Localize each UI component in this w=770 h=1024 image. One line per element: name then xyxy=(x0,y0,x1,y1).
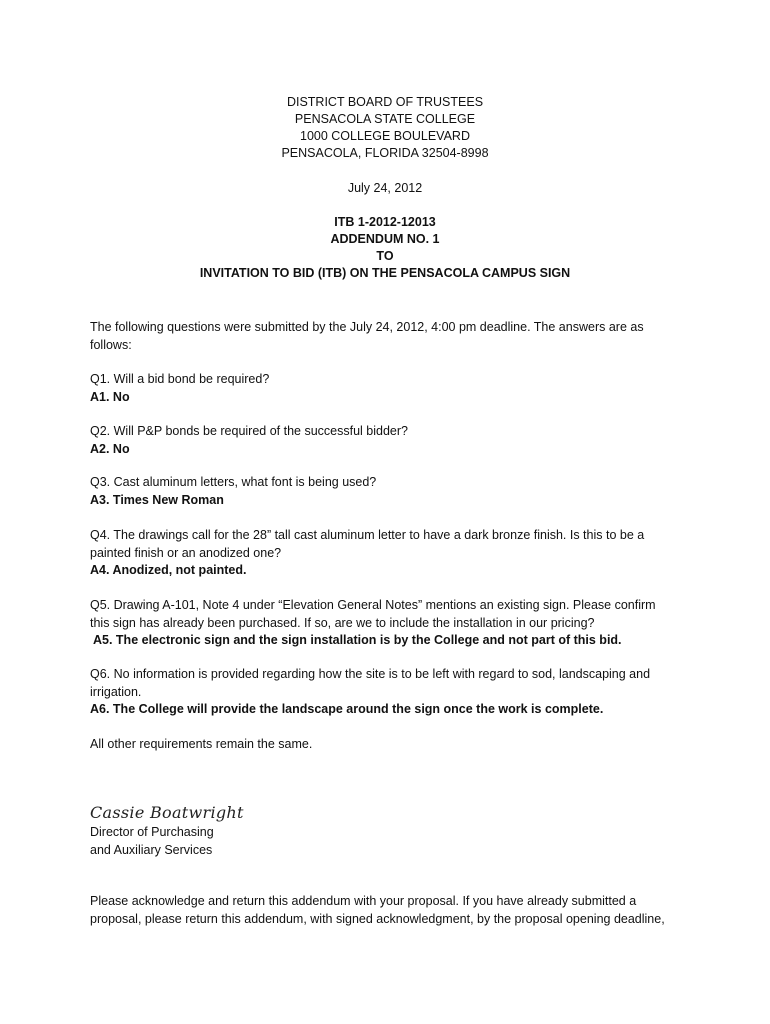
question-text: irrigation. xyxy=(90,684,142,699)
letterhead-line-board: DISTRICT BOARD OF TRUSTEES xyxy=(286,95,484,109)
qa-item-6 xyxy=(90,666,690,719)
qa-item-2 xyxy=(90,423,690,458)
question-text: painted finish or an anodized one? xyxy=(90,545,282,560)
question-text: Q1. Will a bid bond be required? xyxy=(90,372,270,386)
intro-line: The following questions were submitted by the July 24, 2012, 4:00 pm deadline. The answers are as xyxy=(90,320,644,334)
answer-text: A2. No xyxy=(90,441,130,456)
answer-text: A3. Times New Roman xyxy=(90,492,224,507)
answer-text: A6. The College will provide the landscape around the sign once the work is complete. xyxy=(90,702,604,716)
qa-item-3 xyxy=(90,474,690,509)
letterhead-line-city: PENSACOLA, FLORIDA 32504-8998 xyxy=(281,146,489,160)
acknowledgment-line: Please acknowledge and return this addendum with your proposal. If you have already submitted a xyxy=(90,894,637,908)
answer-text: A1. No xyxy=(90,389,130,404)
itb-number: ITB 1-2012-12013 xyxy=(334,215,436,229)
acknowledgment-paragraph xyxy=(90,893,690,928)
qa-item-5 xyxy=(90,597,690,650)
question-text: Q5. Drawing A-101, Note 4 under “Elevation General Notes” mentions an existing sign. Please confirm xyxy=(90,598,656,612)
question-text: Q4. The drawings call for the 28” tall cast aluminum letter to have a dark bronze finish. Is this to be a xyxy=(90,528,645,542)
qa-item-1 xyxy=(90,371,690,406)
letterhead xyxy=(0,94,770,162)
answer-text: A5. The electronic sign and the sign installation is by the College and not part of this bid. xyxy=(93,633,622,647)
intro-paragraph xyxy=(90,319,690,354)
itb-to: TO xyxy=(376,249,394,263)
intro-line: follows: xyxy=(90,337,132,352)
qa-item-4 xyxy=(90,527,690,580)
question-text: Q3. Cast aluminum letters, what font is being used? xyxy=(90,475,377,489)
question-text: this sign has already been purchased. If so, are we to include the installation in our pricing? xyxy=(90,615,595,630)
closing-statement xyxy=(90,736,690,754)
answer-text: A4. Anodized, not painted. xyxy=(90,563,247,577)
question-text: Q6. No information is provided regarding how the site is to be left with regard to sod, landscaping and xyxy=(90,667,651,681)
question-text: Q2. Will P&P bonds be required of the successful bidder? xyxy=(90,424,408,438)
signer-title-line: and Auxiliary Services xyxy=(90,842,213,857)
letterhead-line-college: PENSACOLA STATE COLLEGE xyxy=(294,112,476,126)
itb-title: INVITATION TO BID (ITB) ON THE PENSACOLA CAMPUS SIGN xyxy=(199,266,571,280)
itb-heading xyxy=(0,214,770,282)
acknowledgment-line: proposal, please return this addendum, with signed acknowledgment, by the proposal opening deadline, xyxy=(90,911,665,926)
document-date: July 24, 2012 xyxy=(347,181,423,195)
letterhead-line-street: 1000 COLLEGE BOULEVARD xyxy=(300,129,470,143)
addendum-number: ADDENDUM NO. 1 xyxy=(330,232,440,246)
closing-text: All other requirements remain the same. xyxy=(90,737,313,751)
signer-title-line: Director of Purchasing xyxy=(90,825,214,839)
signer-title xyxy=(90,824,214,859)
signature: Cassie Boatwright xyxy=(90,803,244,822)
